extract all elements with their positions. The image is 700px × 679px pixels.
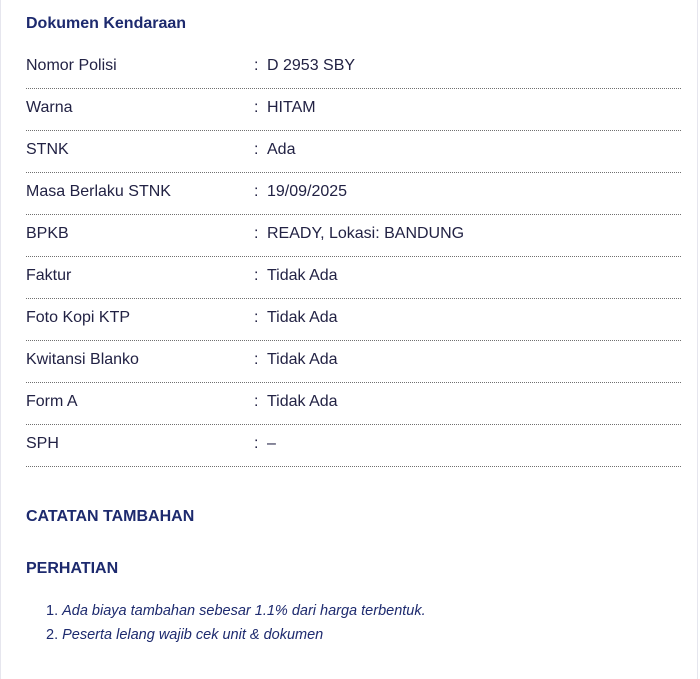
- table-row-sph: [26, 425, 681, 467]
- table-row-bpkb: [26, 215, 681, 257]
- row-value: Tidak Ada: [267, 267, 338, 284]
- row-value: Tidak Ada: [267, 351, 338, 368]
- row-label: Nomor Polisi: [26, 57, 117, 74]
- row-separator: :: [254, 183, 259, 200]
- table-row-stnk: [26, 131, 681, 173]
- row-separator: :: [254, 57, 259, 74]
- row-separator: :: [254, 393, 259, 410]
- list-item: [46, 601, 426, 625]
- row-separator: :: [254, 141, 259, 158]
- table-row-kwitansi-blanko: [26, 341, 681, 383]
- attention-list: [46, 601, 426, 649]
- row-value: READY, Lokasi: BANDUNG: [267, 225, 465, 242]
- table-row-faktur: [26, 257, 681, 299]
- row-separator: :: [254, 309, 259, 326]
- row-value: D 2953 SBY: [267, 57, 356, 74]
- section-title-attention: PERHATIAN: [26, 560, 119, 577]
- table-row-warna: [26, 89, 681, 131]
- section-title-notes: CATATAN TAMBAHAN: [26, 508, 195, 525]
- row-label: Masa Berlaku STNK: [26, 183, 171, 200]
- row-separator: :: [254, 351, 259, 368]
- row-separator: :: [254, 267, 259, 284]
- row-value: Tidak Ada: [267, 309, 338, 326]
- row-value: Tidak Ada: [267, 393, 338, 410]
- table-row-foto-kopi-ktp: [26, 299, 681, 341]
- table-row-form-a: [26, 383, 681, 425]
- row-label: Form A: [26, 393, 78, 410]
- row-value: HITAM: [267, 99, 316, 116]
- list-item-text: Ada biaya tambahan sebesar 1.1% dari harga terbentuk.: [62, 603, 426, 619]
- row-separator: :: [254, 435, 259, 452]
- list-item: [46, 625, 426, 649]
- row-value: 19/09/2025: [267, 183, 348, 200]
- row-label: BPKB: [26, 225, 69, 242]
- document-table: [26, 47, 681, 467]
- row-label: SPH: [26, 435, 59, 452]
- list-item-number: 1.: [46, 603, 59, 619]
- list-item-number: 2.: [46, 627, 59, 643]
- row-separator: :: [254, 225, 259, 242]
- row-label: Kwitansi Blanko: [26, 351, 139, 368]
- section-title-documents: Dokumen Kendaraan: [26, 15, 187, 32]
- row-label: Faktur: [26, 267, 72, 284]
- row-label: STNK: [26, 141, 69, 158]
- row-value: –: [267, 435, 276, 452]
- row-label: Warna: [26, 99, 73, 116]
- row-value: Ada: [267, 141, 296, 158]
- list-item-text: Peserta lelang wajib cek unit & dokumen: [62, 627, 324, 643]
- row-separator: :: [254, 99, 259, 116]
- table-row-masa-berlaku-stnk: [26, 173, 681, 215]
- table-row-nomor-polisi: [26, 47, 681, 89]
- row-label: Foto Kopi KTP: [26, 309, 131, 326]
